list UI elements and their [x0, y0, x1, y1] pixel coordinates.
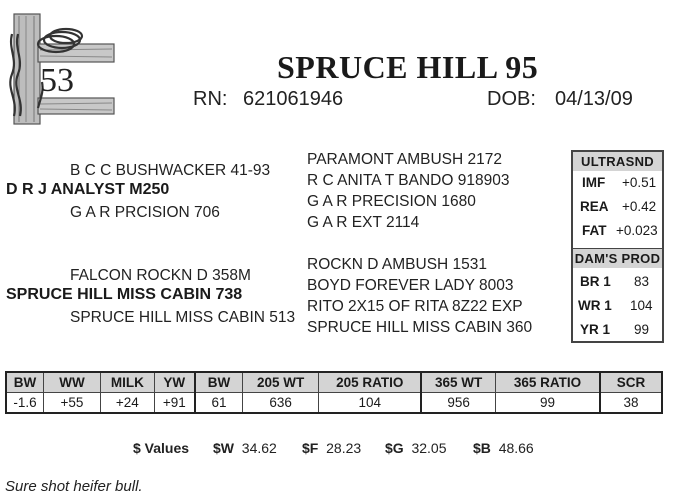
header-scr: SCR	[600, 372, 662, 393]
ultrasound-row-rea	[573, 198, 662, 216]
header-yw: YW	[154, 372, 195, 393]
value-ww: +55	[44, 393, 101, 414]
wr-value: 104	[630, 298, 653, 313]
value-205-wt: 636	[243, 393, 319, 414]
pedigree-dam-sire: FALCON ROCKN D 358M	[70, 267, 251, 284]
header-205-wt: 205 WT	[243, 372, 319, 393]
br-value: 83	[634, 274, 650, 289]
wr-label: WR 1	[578, 298, 612, 313]
animal-name: SPRUCE HILL 95	[277, 49, 539, 85]
dollar-g	[385, 440, 447, 456]
dollar-f	[302, 440, 361, 456]
ultrasound-row-imf	[573, 174, 662, 192]
value-bw-epd: -1.6	[6, 393, 44, 414]
value-365-wt: 956	[421, 393, 495, 414]
registration-label: RN:	[193, 88, 228, 110]
pedigree-dam: SPRUCE HILL MISS CABIN 738	[6, 286, 243, 303]
value-yw: +91	[154, 393, 195, 414]
dollar-w-value: 34.62	[241, 440, 277, 456]
dollar-b-value: 48.66	[498, 440, 534, 456]
dams-prod-row-yr	[573, 321, 662, 339]
value-205-ratio: 104	[319, 393, 422, 414]
dollar-g-label: $G	[385, 440, 404, 456]
pedigree-outer-1: PARAMONT AMBUSH 2172	[307, 151, 502, 168]
header-bw-actual: BW	[195, 372, 243, 393]
header-365-ratio: 365 RATIO	[495, 372, 600, 393]
date-of-birth: 04/13/09	[555, 88, 633, 110]
imf-label: IMF	[582, 175, 606, 190]
pedigree-outer-8: SPRUCE HILL MISS CABIN 360	[307, 319, 533, 336]
dams-prod-row-wr	[573, 297, 662, 315]
value-milk: +24	[100, 393, 154, 414]
pedigree-sire-dam: G A R PRCISION 706	[70, 204, 220, 221]
dollar-values-label: $ Values	[133, 440, 190, 456]
lot-number: 53	[40, 62, 74, 99]
rea-label: REA	[580, 199, 609, 214]
pedigree-outer-3: G A R PRECISION 1680	[307, 193, 476, 210]
dob-label: DOB:	[487, 88, 536, 110]
dollar-values-line	[133, 440, 189, 456]
dollar-f-label: $F	[302, 440, 319, 456]
dollar-w-label: $W	[213, 440, 234, 456]
pedigree-sire: D R J ANALYST M250	[6, 181, 170, 198]
performance-side-box	[571, 150, 664, 343]
header-milk: MILK	[100, 372, 154, 393]
fat-value: +0.023	[616, 223, 658, 238]
dollar-b	[473, 440, 534, 456]
pedigree-outer-4: G A R EXT 2114	[307, 214, 420, 231]
dams-prod-header: DAM'S PROD	[573, 248, 662, 268]
dollar-g-value: 32.05	[411, 440, 447, 456]
pedigree-outer-7: RITO 2X15 OF RITA 8Z22 EXP	[307, 298, 523, 315]
header-ww: WW	[44, 372, 101, 393]
br-label: BR 1	[580, 274, 611, 289]
dollar-w	[213, 440, 277, 456]
ultrasound-row-fat	[573, 222, 662, 240]
header-bw-epd: BW	[6, 372, 44, 393]
fat-label: FAT	[582, 223, 607, 238]
lot-comment: Sure shot heifer bull.	[5, 478, 143, 495]
dollar-f-value: 28.23	[326, 440, 362, 456]
pedigree-outer-5: ROCKN D AMBUSH 1531	[307, 256, 488, 273]
pedigree-outer-6: BOYD FOREVER LADY 8003	[307, 277, 514, 294]
yr-label: YR 1	[580, 322, 611, 337]
epd-header-row	[6, 372, 662, 393]
imf-value: +0.51	[622, 175, 657, 190]
pedigree-dam-dam: SPRUCE HILL MISS CABIN 513	[70, 309, 296, 326]
yr-value: 99	[634, 322, 650, 337]
dams-prod-row-br	[573, 273, 662, 291]
value-scr: 38	[600, 393, 662, 414]
header-205-ratio: 205 RATIO	[319, 372, 422, 393]
ultrasound-header: ULTRASND	[573, 152, 662, 171]
epd-value-row	[6, 393, 662, 414]
rea-value: +0.42	[622, 199, 657, 214]
header-365-wt: 365 WT	[421, 372, 495, 393]
value-365-ratio: 99	[495, 393, 600, 414]
epd-performance-table	[5, 371, 663, 414]
registration-number: 621061946	[243, 88, 344, 110]
pedigree-sire-sire: B C C BUSHWACKER 41-93	[70, 162, 271, 179]
pedigree-outer-2: R C ANITA T BANDO 918903	[307, 172, 510, 189]
dollar-b-label: $B	[473, 440, 491, 456]
value-bw-actual: 61	[195, 393, 243, 414]
